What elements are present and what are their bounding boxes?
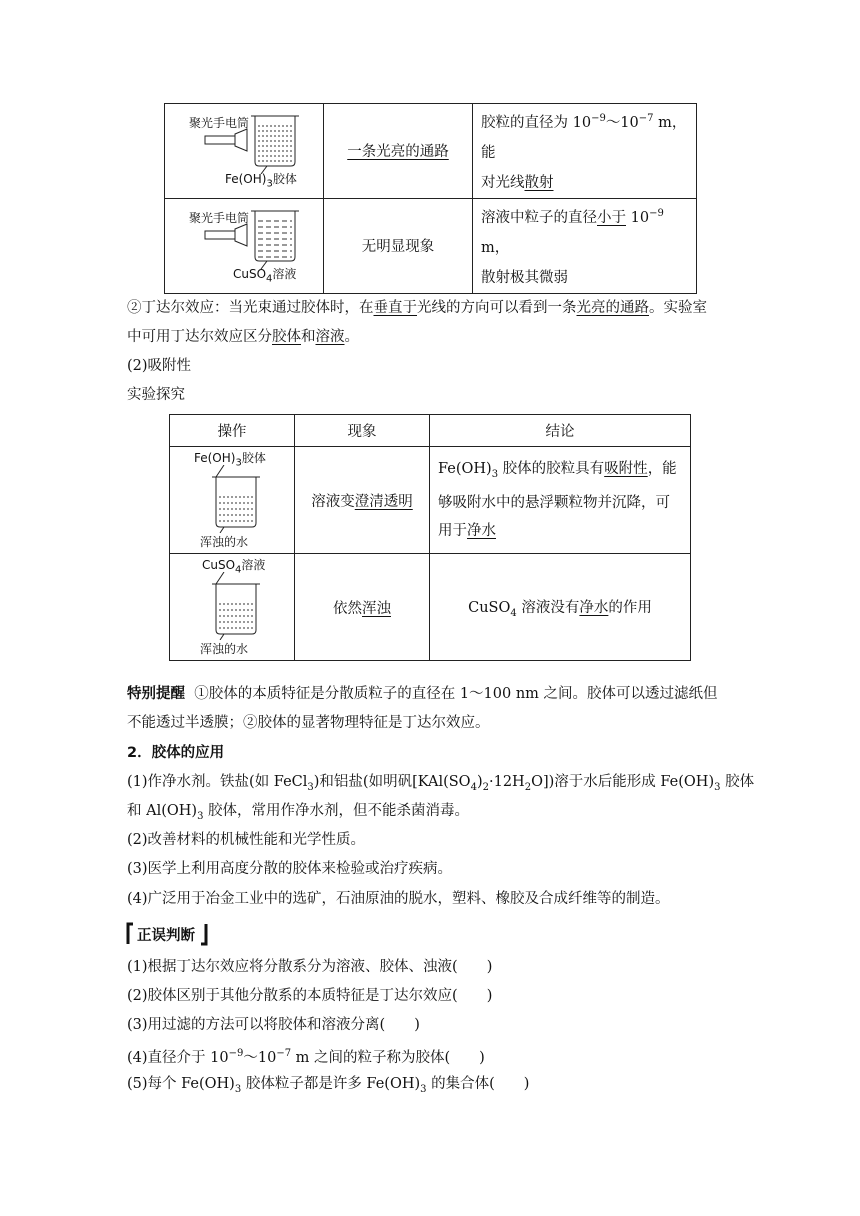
judge-question-4: (4)直径介于 $10^{-9}\sim 10^{-7}$ m 之间的粒子称为胶体( ) [127, 1048, 485, 1066]
tyndall-paragraph-line1: ②丁达尔效应：当光束通过胶体时，在垂直于光线的方向可以看到一条光亮的通路。实验室 [127, 300, 707, 316]
phenomenon-cell: 依然浑浊 [295, 554, 430, 661]
header-operation: 操作 [170, 415, 295, 447]
phenomenon-cell [324, 104, 473, 199]
flashlight-colloid-diagram [165, 104, 324, 199]
section2-title: 2．胶体的应用 [127, 745, 225, 761]
flashlight-solution-diagram [165, 198, 324, 293]
application-1-line2: 和 $Al(OH)_3$ 胶体，常用作净水剂，但不能杀菌消毒。 [127, 803, 470, 822]
judge-question-5: (5)每个 $Fe(OH)_3$ 胶体粒子都是许多 $Fe(OH)_3$ 的集合体( ) [127, 1076, 530, 1095]
flashlight-label: 聚光手电筒 [189, 210, 250, 225]
reminder-label: 特别提醒 [127, 686, 185, 702]
tyndall-table [164, 103, 697, 294]
header-phenomenon: 现象 [295, 415, 430, 447]
explanation-cell: 溶液中粒子的直径小于 $10^{-9}$ m， 散射极其微弱 [473, 198, 697, 293]
judge-question-3: (3)用过滤的方法可以将胶体和溶液分离( ) [127, 1017, 420, 1033]
solution-beaker-diagram [170, 554, 295, 661]
application-2: (2)改善材料的机械性能和光学性质。 [127, 832, 366, 848]
left-bracket-icon [125, 922, 135, 946]
judge-question-1: (1)根据丁达尔效应将分散系分为溶液、胶体、浊液( ) [127, 959, 493, 975]
header-conclusion: 结论 [430, 415, 691, 447]
reminder-line1: 特别提醒 ①胶体的本质特征是分散质粒子的直径在 1～100 nm 之间。胶体可以透过滤纸但 [127, 686, 718, 702]
beaker-flashlight-icon [195, 209, 315, 269]
conclusion-cell: CuSO$_4$ 溶液没有净水的作用 [430, 554, 691, 661]
turbid-water-label: 浑浊的水 [200, 642, 249, 656]
colloid-beaker-diagram [170, 447, 295, 554]
application-4: (4)广泛用于冶金工业中的选矿，石油原油的脱水，塑料、橡胶及合成纤维等的制造。 [127, 891, 670, 907]
flashlight-label: 聚光手电筒 [189, 115, 250, 130]
experiment-heading: 实验探究 [127, 387, 185, 403]
explanation-cell: 胶粒的直径为 $10^{-9}\sim 10^{-7}$ m，能 对光线散射 [473, 104, 697, 199]
adsorption-heading: (2)吸附性 [127, 358, 192, 374]
phenomenon-text: 一条光亮的通路 [347, 144, 449, 161]
application-1-line1: (1)作净水剂。铁盐(如 FeCl$_3$)和铝盐(如明矾$[KAl(SO_4)_2\cdot 12H_2O]$)溶于水后能形成 $Fe(OH)_3$ 胶体 [127, 774, 755, 793]
right-bracket-icon [199, 922, 209, 946]
application-3: (3)医学上利用高度分散的胶体来检验或治疗疾病。 [127, 861, 453, 877]
turbid-water-label: 浑浊的水 [200, 535, 249, 549]
solution-label: CuSO$_4$溶液 [233, 266, 297, 285]
beaker-flashlight-icon [195, 114, 315, 174]
adsorption-table [169, 414, 691, 661]
solution-label: CuSO$_4$溶液 [202, 558, 266, 576]
colloid-label: $Fe(OH)_3$胶体 [225, 171, 297, 190]
colloid-label: $Fe(OH)_3$胶体 [194, 451, 266, 469]
judge-question-2: (2)胶体区别于其他分散系的本质特征是丁达尔效应( ) [127, 988, 493, 1004]
tyndall-paragraph-line2: 中可用丁达尔效应区分胶体和溶液。 [127, 329, 359, 345]
reminder-line2: 不能透过半透膜；②胶体的显著物理特征是丁达尔效应。 [127, 715, 490, 731]
beaker-icon [206, 572, 266, 640]
beaker-icon [206, 465, 266, 533]
conclusion-cell: $Fe(OH)_3$ 胶体的胶粒具有吸附性，能 够吸附水中的悬浮颗粒物并沉降，可 用于净水 [430, 447, 691, 554]
phenomenon-cell: 无明显现象 [324, 198, 473, 293]
phenomenon-cell: 溶液变澄清透明 [295, 447, 430, 554]
